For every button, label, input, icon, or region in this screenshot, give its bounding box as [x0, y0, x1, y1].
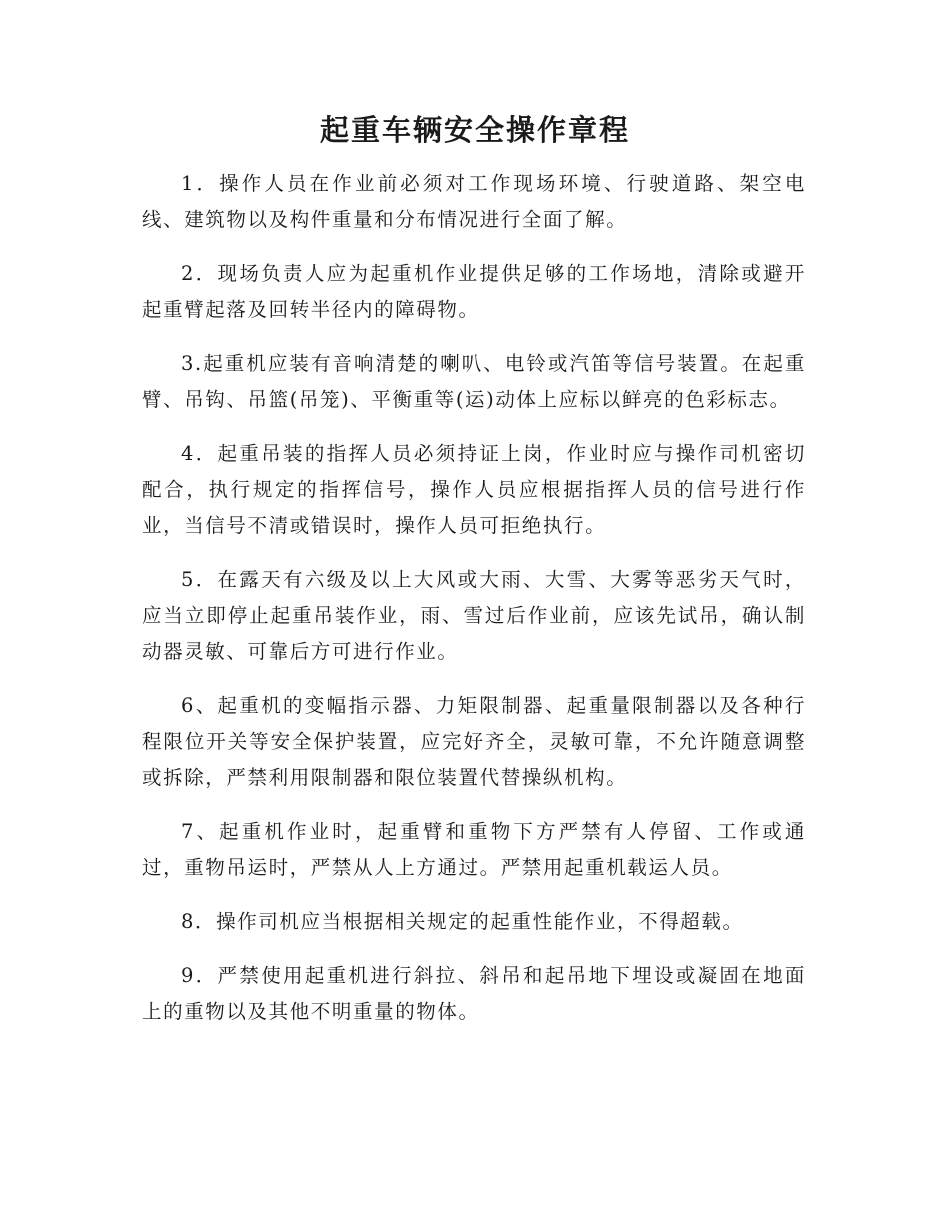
paragraph-1: 1．操作人员在作业前必须对工作现场环境、行驶道路、架空电线、建筑物以及构件重量和分布情况进行全面了解。 — [142, 172, 806, 231]
paragraph-6: 6、起重机的变幅指示器、力矩限制器、起重量限制器以及各种行程限位开关等安全保护装置，应完好齐全，灵敏可靠，不允许随意调整或拆除，严禁利用限制器和限位装置代替操纵机构。 — [142, 694, 806, 789]
paragraph-2: 2．现场负责人应为起重机作业提供足够的工作场地，清除或避开起重臂起落及回转半径内的障碍物。 — [142, 262, 806, 321]
paragraph-7: 7、起重机作业时，起重臂和重物下方严禁有人停留、工作或通过，重物吊运时，严禁从人上方通过。严禁用起重机载运人员。 — [142, 820, 806, 879]
paragraph-3: 3.起重机应装有音响清楚的喇叭、电铃或汽笛等信号装置。在起重臂、吊钩、吊篮(吊笼)、平衡重等(运)动体上应标以鲜亮的色彩标志。 — [142, 352, 806, 411]
paragraph-4: 4．起重吊装的指挥人员必须持证上岗，作业时应与操作司机密切配合，执行规定的指挥信号，操作人员应根据指挥人员的信号进行作业，当信号不清或错误时，操作人员可拒绝执行。 — [142, 442, 806, 537]
paragraph-9: 9．严禁使用起重机进行斜拉、斜吊和起吊地下埋设或凝固在地面上的重物以及其他不明重量的物体。 — [142, 964, 806, 1023]
document-title: 起重车辆安全操作章程 — [319, 113, 630, 147]
document-body — [142, 166, 806, 1048]
paragraph-5: 5．在露天有六级及以上大风或大雨、大雪、大雾等恶劣天气时，应当立即停止起重吊装作业，雨、雪过后作业前，应该先试吊，确认制动器灵敏、可靠后方可进行作业。 — [142, 568, 806, 663]
paragraph-8: 8．操作司机应当根据相关规定的起重性能作业，不得超载。 — [181, 910, 744, 933]
